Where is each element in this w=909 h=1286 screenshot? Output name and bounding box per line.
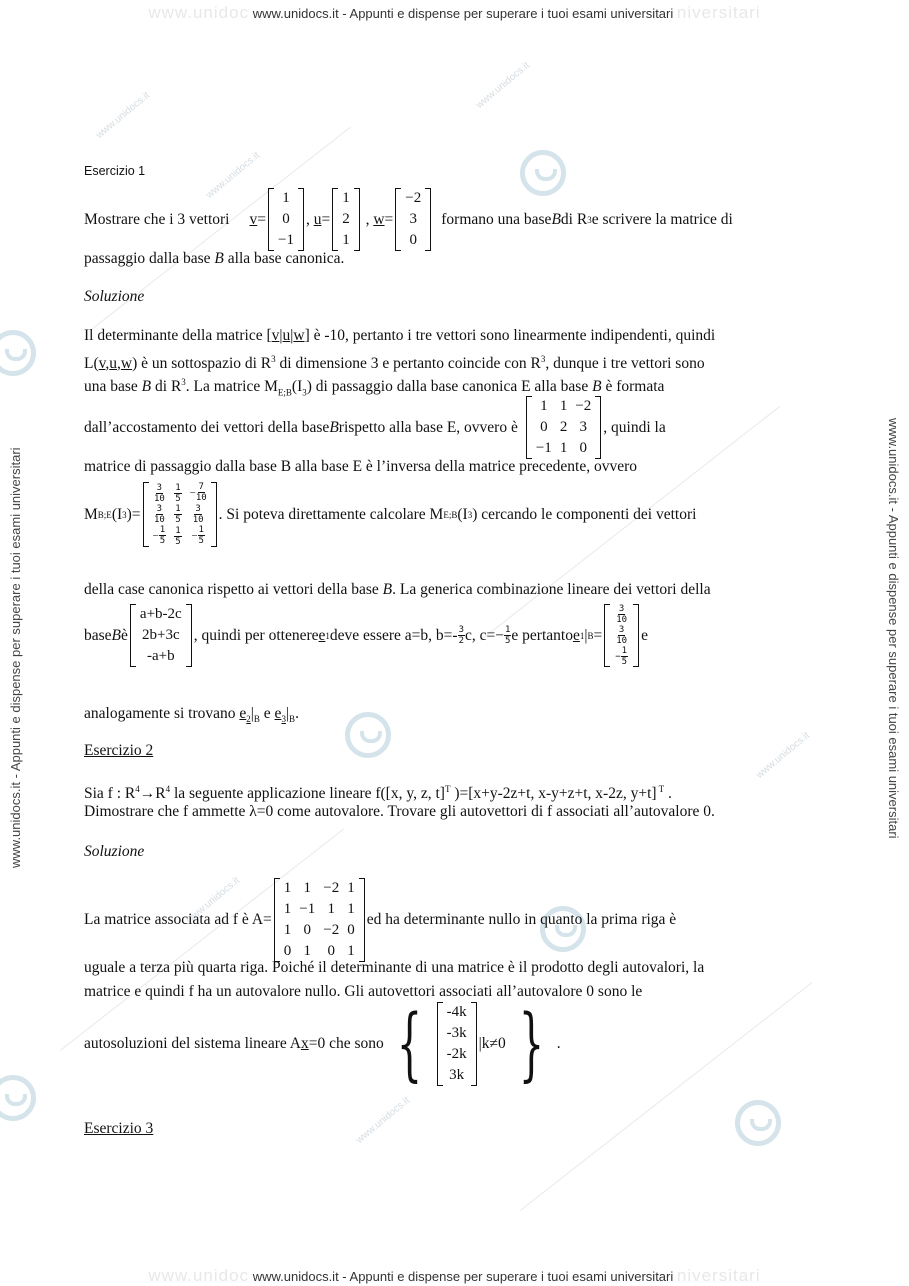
- footer-watermark-text: www.unidocs.it - Appunti e dispense per superare i tuoi esami universitari: [252, 1269, 674, 1284]
- text: B: [551, 210, 561, 228]
- cell: -4k: [446, 1004, 467, 1020]
- cell: 0: [303, 922, 311, 938]
- cell: 0: [283, 943, 292, 959]
- cell: 0: [282, 211, 290, 227]
- text: (I: [291, 378, 303, 396]
- minus: −: [191, 530, 198, 543]
- text: L(: [84, 355, 99, 373]
- minus: −: [189, 487, 196, 499]
- ex2-solution-line-3: matrice e quindi f ha un autovalore nullo. Gli autovettori associati all’autovalore 0 sono le: [84, 983, 643, 1000]
- denominator: 10: [616, 615, 628, 625]
- denominator: 10: [153, 493, 165, 504]
- cell: 1: [347, 880, 355, 896]
- text: e: [259, 705, 275, 722]
- text: B: [141, 378, 152, 396]
- cell: −1: [299, 901, 316, 917]
- fraction: [504, 625, 511, 646]
- subscript: 3: [302, 387, 307, 398]
- diag-watermark: www.unidocs.it: [754, 730, 812, 781]
- cell: −2: [405, 190, 422, 206]
- text: Sia f : R: [84, 785, 136, 803]
- denominator: 2: [458, 636, 464, 646]
- text: di dimensione 3 e pertanto coincide con R: [275, 355, 541, 373]
- denominator: 5: [175, 493, 181, 504]
- cell: [610, 625, 633, 646]
- text: =: [593, 626, 603, 644]
- equals: =: [257, 210, 266, 228]
- cell: −2: [323, 922, 340, 938]
- diag-watermark: www.unidocs.it: [204, 150, 262, 201]
- ex2-solution-line-2: uguale a terza più quarta riga. Poiché il determinante di una matrice è il prodotto degli autovalori, la: [84, 959, 705, 976]
- text: La matrice associata ad f è A=: [84, 911, 272, 928]
- ex1-solution-line-6: [84, 482, 696, 547]
- cell: 0: [409, 232, 418, 248]
- text: |k≠0: [478, 1035, 506, 1052]
- text: .: [556, 1035, 561, 1052]
- ex1-solution-line-7: [84, 578, 711, 602]
- cell: 0: [347, 922, 355, 938]
- ghost-text-left: www.unidoc: [148, 1266, 250, 1285]
- footer-watermark: [0, 1266, 909, 1286]
- eigenvector: [437, 1002, 477, 1086]
- text: =0 che sono: [308, 1035, 384, 1052]
- text: la seguente applicazione lineare f([x, y, z, t]: [170, 785, 445, 803]
- text: ,: [105, 355, 110, 373]
- cell: −2: [575, 398, 592, 414]
- diag-watermark: www.unidocs.it: [184, 875, 242, 926]
- text: B: [111, 626, 122, 644]
- exercise-2-title: Esercizio 2: [84, 742, 154, 759]
- subscript: 1: [325, 630, 330, 641]
- text: |: [285, 705, 290, 722]
- text: |: [279, 327, 283, 344]
- vector-u-matrix: [332, 188, 360, 251]
- denominator: 5: [175, 536, 181, 547]
- text: di R: [151, 378, 182, 396]
- text: . Si poteva direttamente calcolare M: [218, 505, 444, 523]
- subscript: B;E: [97, 509, 112, 520]
- header-watermark: [0, 3, 909, 23]
- text: ed ha determinante nullo in quanto la prima riga è: [366, 911, 677, 928]
- cell: 2: [342, 211, 350, 227]
- text: ] è -10, pertanto i tre vettori sono linearmente indipendenti, quindi: [304, 327, 716, 344]
- cell: 3: [579, 419, 588, 435]
- minus: −: [615, 652, 621, 662]
- cell: [149, 525, 171, 547]
- text: )=[x+y-2z+t, x-y+z+t, x-2z, y+t]: [450, 785, 657, 803]
- cell: 1: [347, 901, 355, 917]
- cell: 1: [347, 943, 355, 959]
- cell: -2k: [446, 1046, 467, 1062]
- subscript: B: [289, 714, 296, 725]
- ex1-statement-line-1: Mostrare che i 3 vettori v = 1 0 −1 , u = 1 2 1 , w = −2 3 0 formano una base B di R 3 e scrivere la matrice di: [84, 188, 733, 251]
- ex1-solution-line-1: [84, 324, 715, 348]
- text: )=: [126, 505, 141, 523]
- vector-w: w: [373, 210, 385, 228]
- watermark-logo-icon: [345, 712, 391, 758]
- ex1-solution-line-5: matrice di passaggio dalla base B alla base E è l’inversa della matrice precedente, ovvero: [84, 458, 638, 475]
- text: B: [382, 581, 393, 598]
- superscript: 3: [271, 354, 276, 364]
- inverse-matrix: [143, 482, 217, 547]
- ghost-text-right: niversitari: [676, 1266, 761, 1285]
- ex1-solution-line-8: [84, 604, 648, 667]
- matrix-change-of-basis: [526, 396, 601, 459]
- text: Mostrare che i 3 vettori: [84, 210, 230, 228]
- diag-watermark: www.unidocs.it: [474, 60, 532, 111]
- diag-watermark: www.unidocs.it: [354, 1095, 412, 1146]
- superscript: 4: [135, 784, 140, 794]
- cell: 1: [303, 943, 311, 959]
- text: e scrivere la matrice di: [591, 210, 733, 228]
- text: .: [664, 785, 672, 803]
- text: Il determinante della matrice [: [84, 327, 272, 344]
- text: , dunque i tre vettori sono: [545, 355, 705, 373]
- minus: −: [152, 530, 159, 543]
- diag-watermark: www.unidocs.it: [94, 90, 152, 141]
- ghost-text-right: niversitari: [676, 3, 761, 22]
- text: |: [584, 626, 588, 644]
- cell: [186, 482, 211, 504]
- numerator: 3: [618, 625, 625, 635]
- numerator: 1: [159, 525, 166, 536]
- text: ) è un sottospazio di R: [132, 355, 272, 373]
- text: di R: [560, 210, 588, 228]
- numerator: 1: [175, 504, 181, 515]
- subscript: 2: [246, 714, 251, 725]
- numerator: 3: [195, 504, 201, 515]
- text: e: [274, 705, 282, 722]
- text: w: [293, 327, 305, 344]
- ex2-solution-line-4: [84, 997, 561, 1090]
- cell: −2: [323, 880, 340, 896]
- text: dall’accostamento dei vettori della base: [84, 418, 330, 436]
- subscript: B: [587, 630, 594, 641]
- text: formano una base: [441, 210, 552, 228]
- cell: 0: [327, 943, 335, 959]
- vector-w-matrix: [395, 188, 431, 251]
- ex1-solution-heading: Soluzione: [84, 288, 145, 305]
- text: , quindi la: [603, 418, 666, 436]
- watermark-line: [520, 982, 812, 1211]
- text: della case canonica rispetto ai vettori della base: [84, 581, 383, 598]
- watermark-logo-icon: [735, 1100, 781, 1146]
- numerator: 7: [198, 482, 204, 493]
- text: |: [290, 327, 294, 344]
- text: |: [250, 705, 254, 722]
- combination-vector: [130, 604, 192, 667]
- subscript: 1: [579, 630, 585, 641]
- text: B: [329, 418, 339, 436]
- text: u: [282, 327, 291, 344]
- subscript: 3: [281, 714, 286, 725]
- text: analogamente si trovano: [84, 705, 240, 722]
- numerator: 1: [504, 625, 511, 635]
- denominator: 5: [198, 536, 204, 547]
- watermark-logo-icon: [0, 1075, 36, 1121]
- text: ) cercando le componenti dei vettori: [472, 505, 697, 523]
- cell: [610, 646, 633, 667]
- cell: [149, 482, 171, 504]
- exercise-1-title: Esercizio 1: [84, 164, 146, 178]
- numerator: 3: [618, 604, 625, 614]
- numerator: 3: [156, 482, 163, 493]
- superscript: 4: [165, 784, 171, 794]
- equals: =: [384, 210, 394, 228]
- watermark-logo-icon: [0, 330, 36, 376]
- text: ,: [117, 355, 121, 373]
- text: x: [300, 1035, 309, 1052]
- numerator: 1: [175, 482, 181, 493]
- cell: 1: [303, 880, 311, 896]
- text: e: [641, 626, 648, 644]
- cell: [170, 504, 185, 525]
- text: v: [98, 355, 106, 373]
- text: passaggio dalla base: [84, 250, 215, 267]
- ex1-solution-line-4: [84, 396, 666, 459]
- text: B: [592, 378, 602, 396]
- subscript: B: [253, 714, 260, 725]
- cell: 1: [283, 922, 292, 938]
- numerator: 3: [156, 504, 163, 515]
- text: . La generica combinazione lineare dei vettori della: [392, 581, 711, 598]
- cell: 1: [342, 232, 350, 248]
- numerator: 3: [458, 625, 464, 635]
- cell: [186, 504, 211, 525]
- superscript: 3: [540, 354, 546, 364]
- cell: 0: [540, 419, 548, 435]
- e1-coordinates: [604, 604, 639, 667]
- ex1-statement-line-2: [84, 247, 344, 271]
- text: B: [214, 250, 224, 267]
- text: . La matrice M: [185, 378, 278, 396]
- subscript: E;B: [277, 387, 292, 398]
- vector-u: u: [313, 210, 322, 228]
- text: M: [84, 505, 98, 523]
- numerator: 1: [198, 525, 204, 536]
- denominator: 5: [159, 536, 166, 547]
- superscript: 3: [587, 214, 592, 225]
- cell: 1: [283, 880, 292, 896]
- text: , quindi per ottenere: [193, 626, 319, 644]
- text: rispetto alla base E, ovvero è: [338, 418, 518, 436]
- cell: 1: [282, 190, 290, 206]
- cell: -3k: [446, 1025, 467, 1041]
- text: u: [109, 355, 118, 373]
- vector-v-matrix: [268, 188, 304, 251]
- text: v: [271, 327, 280, 344]
- text: ) di passaggio dalla base canonica E alla base: [306, 378, 593, 396]
- left-brace: {: [396, 997, 422, 1090]
- cell: [610, 604, 633, 625]
- header-watermark-text: www.unidocs.it - Appunti e dispense per superare i tuoi esami universitari: [252, 6, 674, 21]
- ex2-solution-line-1: [84, 878, 676, 962]
- text: (I: [111, 505, 123, 523]
- cell: 2: [559, 419, 568, 435]
- cell: 1: [283, 901, 292, 917]
- cell: −1: [277, 232, 294, 248]
- cell: 1: [327, 901, 335, 917]
- text: .: [295, 705, 299, 722]
- superscript: T: [444, 784, 451, 794]
- cell: −1: [535, 440, 552, 456]
- vector-v: v: [249, 210, 258, 228]
- superscript: T: [656, 784, 665, 794]
- text: è formata: [601, 378, 665, 396]
- numerator: 1: [175, 525, 181, 536]
- right-brace: }: [518, 997, 544, 1090]
- denominator: 10: [616, 636, 628, 646]
- text: e: [239, 705, 247, 722]
- cell: 2b+3c: [141, 627, 180, 643]
- side-watermark-left: www.unidocs.it - Appunti e dispense per superare i tuoi esami universitari: [8, 447, 23, 868]
- denominator: 10: [195, 493, 207, 504]
- side-watermark-right: www.unidocs.it - Appunti e dispense per superare i tuoi esami universitari: [886, 418, 901, 839]
- numerator: 1: [621, 646, 628, 656]
- cell: 3: [409, 211, 418, 227]
- ex2-statement-line-2: Dimostrare che f ammette λ=0 come autovalore. Trovare gli autovettori di f associati all’autovalore 0.: [84, 803, 715, 820]
- ex1-solution-line-9: [84, 702, 299, 731]
- cell: 1: [559, 440, 568, 456]
- text: e: [572, 626, 580, 644]
- superscript: 3: [181, 377, 186, 387]
- text: deve essere a=b, b=-: [329, 626, 458, 644]
- ghost-text-left: www.unidoc: [148, 3, 250, 22]
- fraction: [458, 625, 465, 646]
- equals: =: [321, 210, 331, 228]
- cell: 3k: [449, 1067, 465, 1083]
- text: base: [84, 626, 112, 644]
- subscript: E;B: [443, 509, 458, 520]
- denominator: 10: [192, 515, 204, 526]
- cell: [149, 504, 171, 525]
- cell: 1: [559, 398, 568, 414]
- matrix-A: [274, 878, 365, 962]
- text: (I: [457, 505, 468, 523]
- denominator: 10: [153, 515, 165, 526]
- denominator: 5: [621, 657, 628, 667]
- text: una base: [84, 378, 142, 396]
- subscript: 3: [122, 509, 127, 520]
- denominator: 5: [504, 636, 511, 646]
- cell: [170, 525, 185, 547]
- cell: 0: [579, 440, 588, 456]
- text: autosoluzioni del sistema lineare A: [84, 1035, 301, 1052]
- denominator: 5: [175, 515, 181, 526]
- text: alla base canonica.: [223, 250, 345, 267]
- text: e: [318, 626, 326, 644]
- text: è: [121, 626, 128, 644]
- cell: 1: [540, 398, 548, 414]
- cell: a+b-2c: [139, 606, 182, 622]
- text: →R: [139, 785, 166, 803]
- cell: [186, 525, 211, 547]
- text: w: [120, 355, 133, 373]
- cell: 1: [342, 190, 350, 206]
- text: e pertanto: [511, 626, 573, 644]
- exercise-3-title: Esercizio 3: [84, 1120, 154, 1137]
- cell: [170, 482, 185, 504]
- cell: -a+b: [146, 648, 175, 664]
- subscript: 3: [467, 509, 473, 520]
- text: c, c=−: [464, 626, 504, 644]
- ex2-solution-heading: Soluzione: [84, 843, 145, 860]
